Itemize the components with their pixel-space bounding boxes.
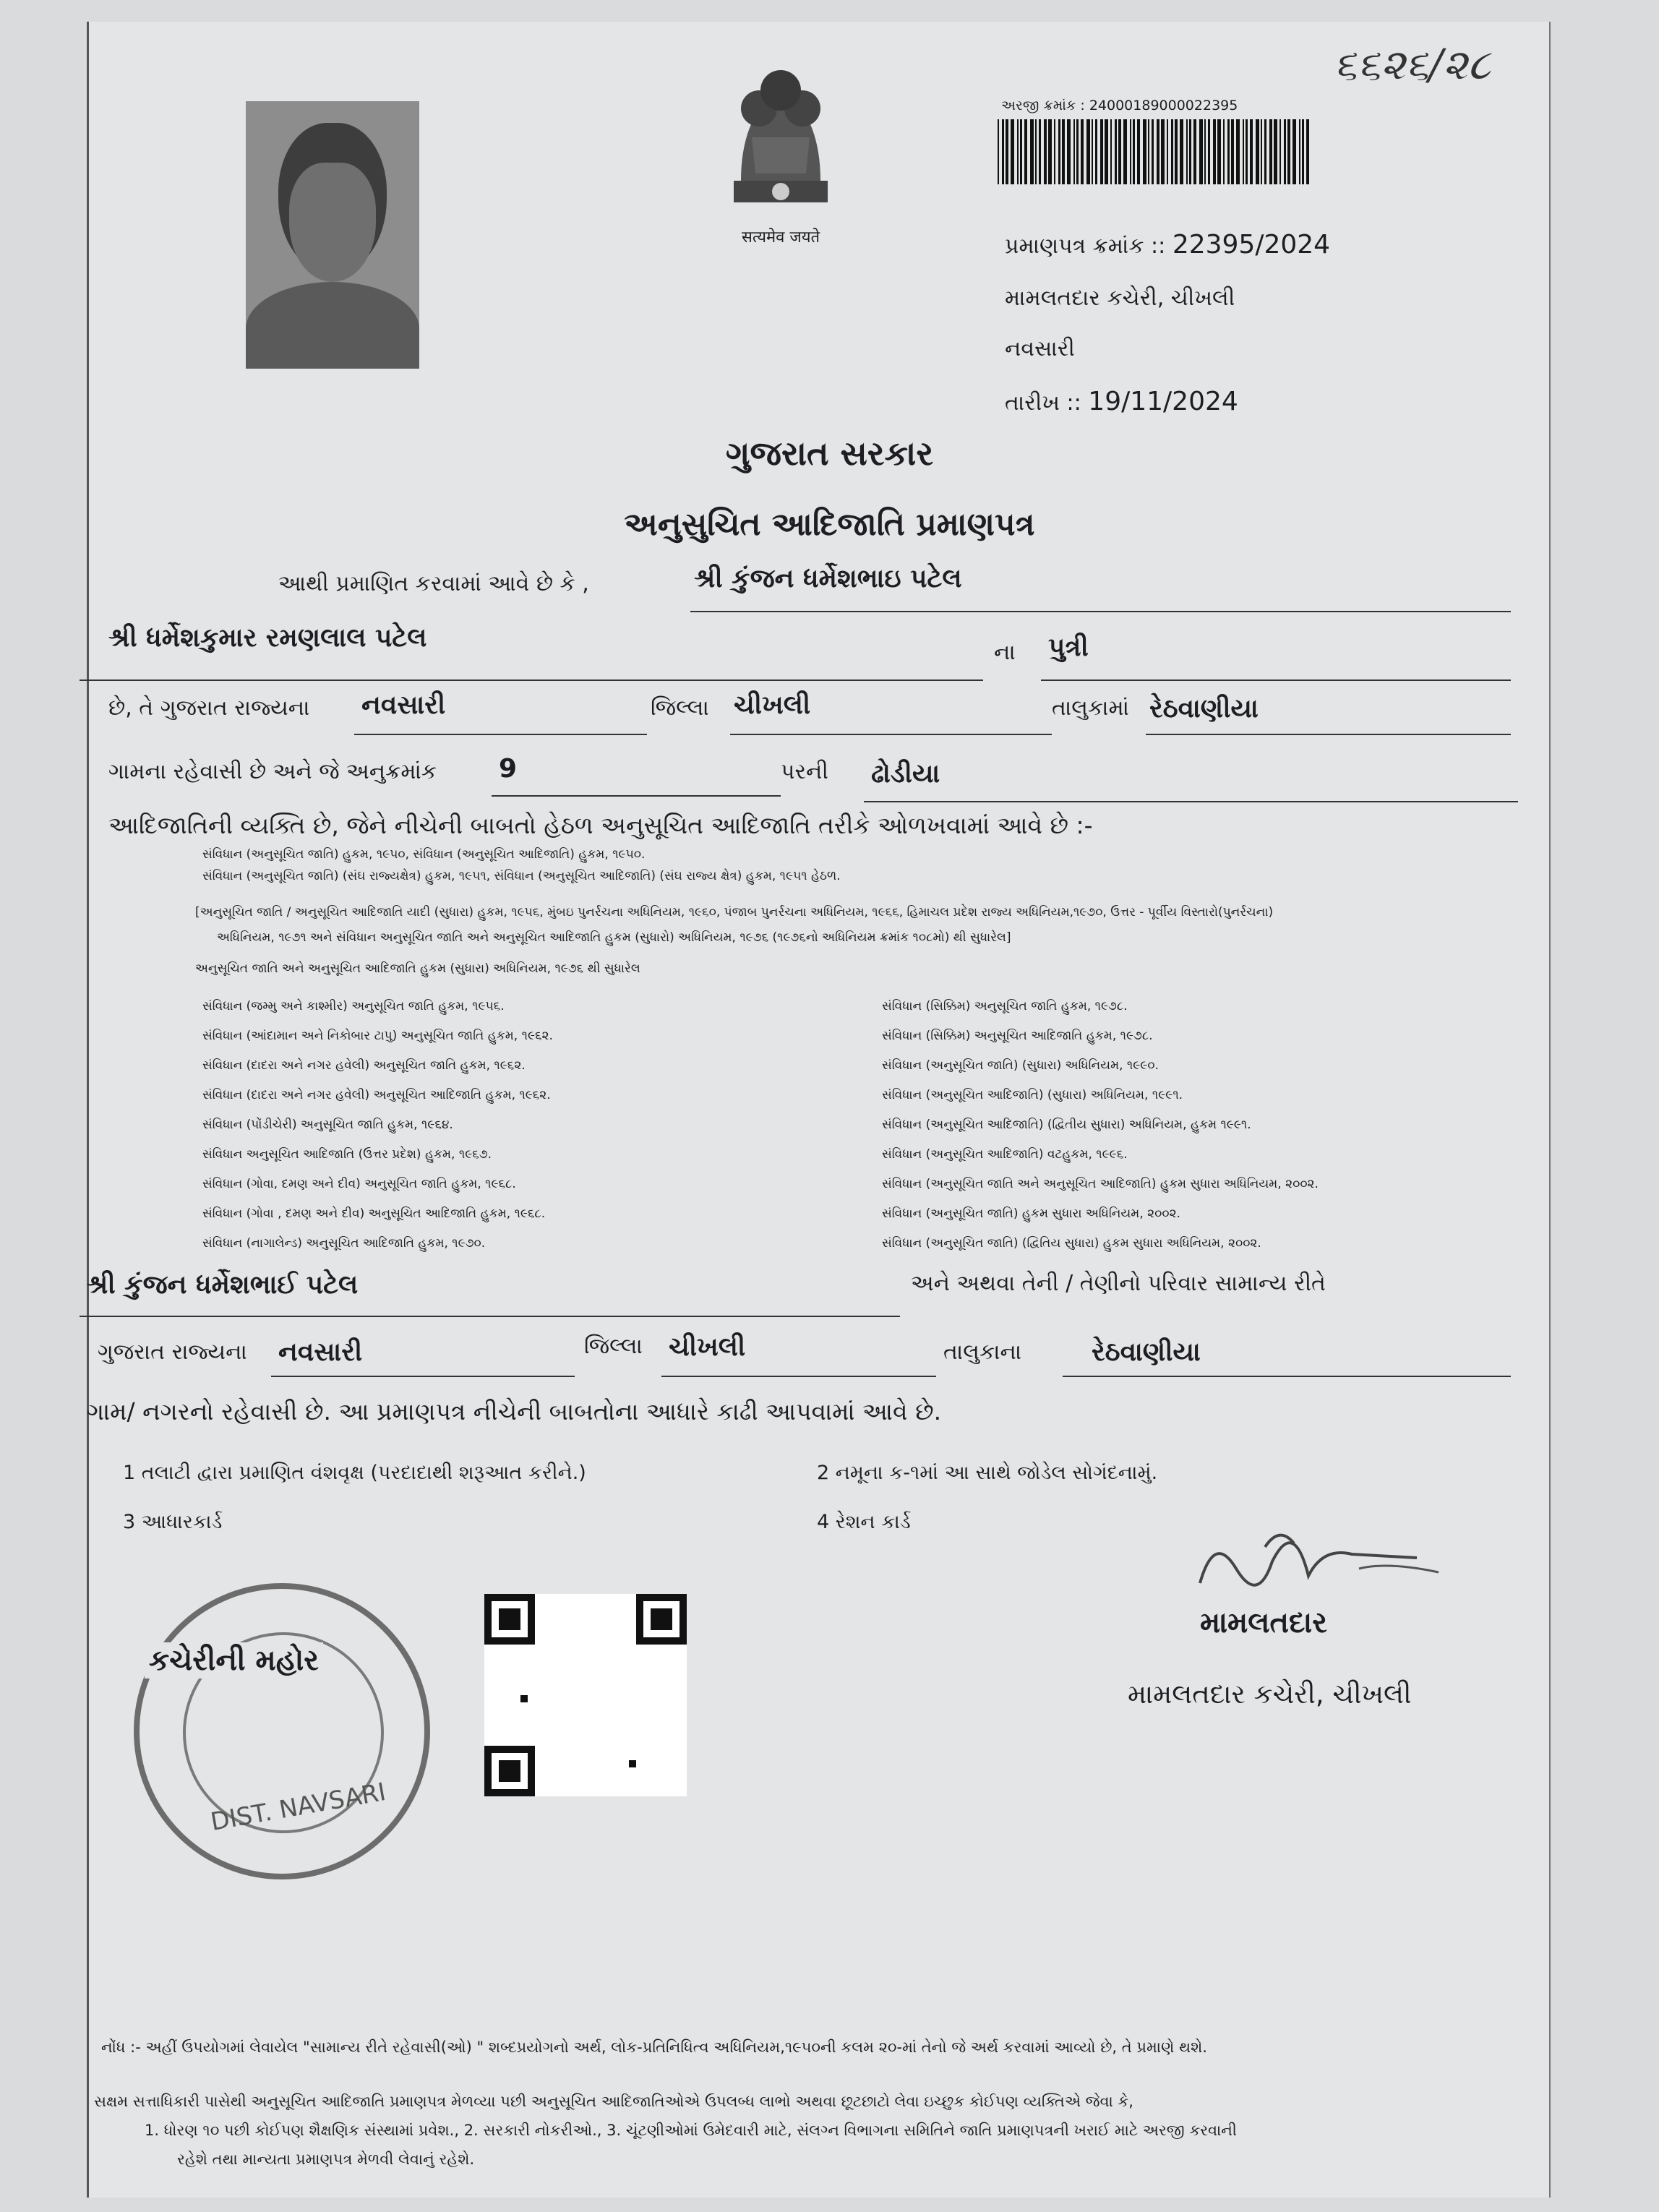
taluka-label: તાલુકામાં xyxy=(1052,695,1129,721)
relation: પુત્રી xyxy=(1048,633,1089,662)
identity-text: આદિજાતિની વ્યક્તિ છે, જેને નીચેની બાબતો હેઠળ અનુસૂચિત આદિજાતિ તરીકે ઓળખવામાં આવે છે :- xyxy=(108,811,1093,839)
qr-code xyxy=(484,1594,687,1796)
certificate-number: પ્રમાણપત્ર ક્રમાંક :: 22395/2024 xyxy=(1005,230,1331,260)
issuing-district: નવસારી xyxy=(1005,336,1075,361)
residence-district-label: જિલ્લા xyxy=(584,1334,643,1359)
law-line: અધિનિયમ, ૧૯૭૧ અને સંવિધાન અનુસૂચિત જાતિ અને અનુસૂચિત આદિજાતિ હુકમ (સુધારો) અધિનિયમ, ૧૯૭૬ (૧૯૭૬નો અધિનિયમ ક્રમાંક ૧૦૮મો) થી સુધારેલ] xyxy=(217,930,1011,945)
office-seal xyxy=(134,1583,430,1879)
national-emblem-icon xyxy=(719,58,842,224)
family-text: અને અથવા તેની / તેણીનો પરિવાર સામાન્ય રીતે xyxy=(911,1271,1326,1296)
village-value: રેઠવાણીયા xyxy=(1149,694,1259,724)
law-line: સંવિધાન (પોંડીચેરી) અનુસૂચિત જાતિ હુકમ, ૧૯૬૪. xyxy=(202,1118,453,1132)
na-text: ના xyxy=(994,640,1016,665)
law-line: સંવિધાન (નાગાલેન્ડ) અનુસૂચિત આદિજાતિ હુકમ, ૧૯૭૦. xyxy=(202,1236,486,1251)
certify-text: આથી પ્રમાણિત કરવામાં આવે છે કે , xyxy=(278,571,589,596)
seal-bottom-text: DIST. NAVSARI xyxy=(208,1778,388,1837)
law-line: સંવિધાન (અનુસૂચિત જાતિ અને અનુસૂચિત આદિજાતિ) હુકમ સુધારા અધિનિયમ, ૨૦૦૨. xyxy=(882,1177,1319,1191)
applicant-photo xyxy=(246,101,419,369)
laws-left-column xyxy=(202,999,553,1266)
law-line: સંવિધાન (આંદામાન અને નિકોબાર ટાપુ) અનુસૂચિત જાતિ હુકમ, ૧૯૬૨. xyxy=(202,1029,553,1043)
state-text: છે, તે ગુજરાત રાજ્યના xyxy=(108,695,310,721)
government-title: ગુજરાત સરકાર xyxy=(725,434,934,473)
document-item: 3 આધારકાર્ડ xyxy=(123,1511,223,1533)
issue-date: તારીખ :: 19/11/2024 xyxy=(1005,387,1238,416)
law-line: સંવિધાન (અનુસૂચિત આદિજાતિ) વટહુકમ, ૧૯૯૬. xyxy=(882,1147,1128,1162)
footer-line: રહેશે તથા માન્યતા પ્રમાણપત્ર મેળવી લેવાનું રહેશે. xyxy=(177,2151,475,2168)
laws-right-column xyxy=(882,999,1319,1266)
serial-number: 9 xyxy=(499,754,518,784)
issuing-office: મામલતદાર કચેરી, ચીખલી xyxy=(1005,286,1235,311)
district-label: જિલ્લા xyxy=(651,695,709,721)
residence-person-name: શ્રી કુંજન ધર્મેશભાઈ પટેલ xyxy=(87,1270,359,1300)
residence-taluka-value: ચીખલી xyxy=(669,1332,746,1362)
law-line: સંવિધાન (સિક્કિમ) અનુસૂચિત જાતિ હુકમ, ૧૯૭૮. xyxy=(882,999,1128,1013)
law-line: સંવિધાન (જમ્મુ અને કાશ્મીર) અનુસૂચિત જાતિ હુકમ, ૧૯૫૬. xyxy=(202,999,505,1013)
law-line: સંવિધાન (ગોવા, દમણ અને દીવ) અનુસૂચિત જાતિ હુકમ, ૧૯૬૮. xyxy=(202,1177,516,1191)
law-line: સંવિધાન (અનુસૂચિત આદિજાતિ) (સુધારા) અધિનિયમ, ૧૯૯૧. xyxy=(882,1088,1183,1102)
barcode xyxy=(998,119,1316,188)
law-line: સંવિધાન અનુસૂચિત આદિજાતિ (ઉત્તર પ્રદેશ) હુકમ, ૧૯૬૭. xyxy=(202,1147,492,1162)
residence-taluka-label: તાલુકાના xyxy=(943,1339,1022,1365)
law-line: સંવિધાન (અનુસૂચિત જાતિ) (દ્વિતિય સુધારા) હુકમ સુધારા અધિનિયમ, ૨૦૦૨. xyxy=(882,1236,1261,1251)
law-line: અનુસૂચિત જાતિ અને અનુસૂચિત આદિજાતિ હુકમ (સુધારા) અધિનિયમ, ૧૯૭૬ થી સુધારેલ xyxy=(195,961,640,976)
footer-line: સક્ષમ સત્તાધિકારી પાસેથી અનુસૂચિત આદિજાતિ પ્રમાણપત્ર મેળવ્યા પછી અનુસૂચિત આદિજાતિઓએ ઉપલબ્ધ લાભો અથવા છૂટછાટો લેવા ઇચ્છુક કોઈપણ વ્યક્તિએ જેવા કે, xyxy=(94,2093,1133,2110)
basis-text: ગામ/ નગરનો રહેવાસી છે. આ પ્રમાણપત્ર નીચેની બાબતોના આધારે કાઢી આપવામાં આવે છે. xyxy=(87,1397,942,1426)
application-number: અરજી ક્રમાંક : 24000189000022395 xyxy=(1001,98,1238,113)
law-line: સંવિધાન (અનુસૂચિત જાતિ) (સુધારા) અધિનિયમ, ૧૯૯૦. xyxy=(882,1058,1159,1073)
document-item: 4 રેશન કાર્ડ xyxy=(817,1511,911,1533)
footer-note: નોંધ :- અહીં ઉપયોગમાં લેવાયેલ "સામાન્ય રીતે રહેવાસી(ઓ) " શબ્દપ્રયોગનો અર્થ, લોક-પ્રતિનિધિત્વ અધિનિયમ,૧૯૫૦ની કલમ ૨૦-માં તેનો જે અર્થ કરવામાં આવ્યો છે, તે પ્રમાણે થશે. xyxy=(101,2039,1207,2056)
document-item: 2 નમૂના ક-૧માં આ સાથે જોડેલ સોગંદનામું. xyxy=(817,1462,1158,1484)
signatory-title: મામલતદાર xyxy=(1200,1606,1327,1639)
law-line: સંવિધાન (સિક્કિમ) અનુસૂચિત આદિજાતિ હુકમ, ૧૯૭૮. xyxy=(882,1029,1153,1043)
village-text: ગામના રહેવાસી છે અને જે અનુક્રમાંક xyxy=(108,759,437,784)
residence-state-text: ગુજરાત રાજ્યના xyxy=(98,1339,247,1365)
law-line: સંવિધાન (અનુસૂચિત જાતિ) હુકમ સુધારા અધિનિયમ, ૨૦૦૨. xyxy=(882,1206,1180,1221)
district-value: નવસારી xyxy=(361,690,446,720)
law-line: સંવિધાન (અનુસૂચિત જાતિ) (સંઘ રાજ્યક્ષેત્ર) હુકમ, ૧૯૫૧, સંવિધાન (અનુસૂચિત આદિજાતિ) (સંઘ રાજ્ય ક્ષેત્ર) હુકમ, ૧૯૫૧ હેઠળ. xyxy=(202,869,841,883)
signature xyxy=(1186,1504,1460,1612)
residence-village-value: રેઠવાણીયા xyxy=(1092,1337,1201,1367)
parent-name: શ્રી ધર્મેશકુમાર રમણલાલ પટેલ xyxy=(108,623,427,653)
signatory-office: મામલતદાર કચેરી, ચીખલી xyxy=(1128,1679,1412,1710)
certificate-title: અનુસુચિત આદિજાતિ પ્રમાણપત્ર xyxy=(624,506,1035,543)
tribe-name: ઢોડીયા xyxy=(871,759,940,789)
seal-label: કચેરીની મહોર xyxy=(145,1642,323,1679)
footer-line: 1. ધોરણ ૧૦ પછી કોઈપણ શૈક્ષણિક સંસ્થામાં પ્રવેશ., 2. સરકારી નોકરીઓ., 3. ચૂંટણીઓમાં ઉમેદવારી માટે, સંલગ્ન વિભાગના સમિતિને જાતિ પ્રમાણપત્રની ખરાઈ માટે અરજી કરવાની xyxy=(145,2122,1237,2139)
law-line: સંવિધાન (દાદરા અને નગર હવેલી) અનુસૂચિત જાતિ હુકમ, ૧૯૬૨. xyxy=(202,1058,526,1073)
law-line: સંવિધાન (અનુસૂચિત જાતિ) હુકમ, ૧૯૫૦, સંવિધાન (અનુસૂચિત આદિજાતિ) હુકમ, ૧૯૫૦. xyxy=(202,847,646,862)
law-line: સંવિધાન (અનુસૂચિત આદિજાતિ) (દ્વિતીય સુધારા) અધિનિયમ, હુકમ ૧૯૯૧. xyxy=(882,1118,1251,1132)
law-line: સંવિધાન (દાદરા અને નગર હવેલી) અનુસૂચિત આદિજાતિ હુકમ, ૧૯૬૨. xyxy=(202,1088,551,1102)
taluka-value: ચીખલી xyxy=(734,690,811,720)
law-line: [અનુસૂચિત જાતિ / અનુસૂચિત આદિજાતિ યાદી (સુધારા) હુકમ, ૧૯૫૬, મુંબઇ પુનર્રચના અધિનિયમ, ૧૯૬૦, પંજાબ પુનર્રચના અધિનિયમ, ૧૯૬૬, હિમાચલ પ્રદેશ રાજ્ય અધિનિયમ,૧૯૭૦, ઉત્તર - પૂર્વીય વિસ્તારો(પુનર્રચના) xyxy=(195,905,1274,919)
document-item: 1 તલાટી દ્વારા પ્રમાણિત વંશવૃક્ષ (પરદાદાથી શરૂઆત કરીને.) xyxy=(123,1462,586,1484)
handwritten-number: ૬૬૨૬/૨૮ xyxy=(1334,40,1491,89)
residence-district-value: નવસારી xyxy=(278,1337,363,1367)
par-text: પરની xyxy=(781,759,828,784)
emblem-caption: सत्यमेव जयते xyxy=(741,228,820,247)
law-line: સંવિધાન (ગોવા , દમણ અને દીવ) અનુસૂચિત આદિજાતિ હુકમ, ૧૯૬૮. xyxy=(202,1206,546,1221)
person-name: શ્રી કુંજન ધર્મેશભાઇ પટેલ xyxy=(694,564,962,593)
